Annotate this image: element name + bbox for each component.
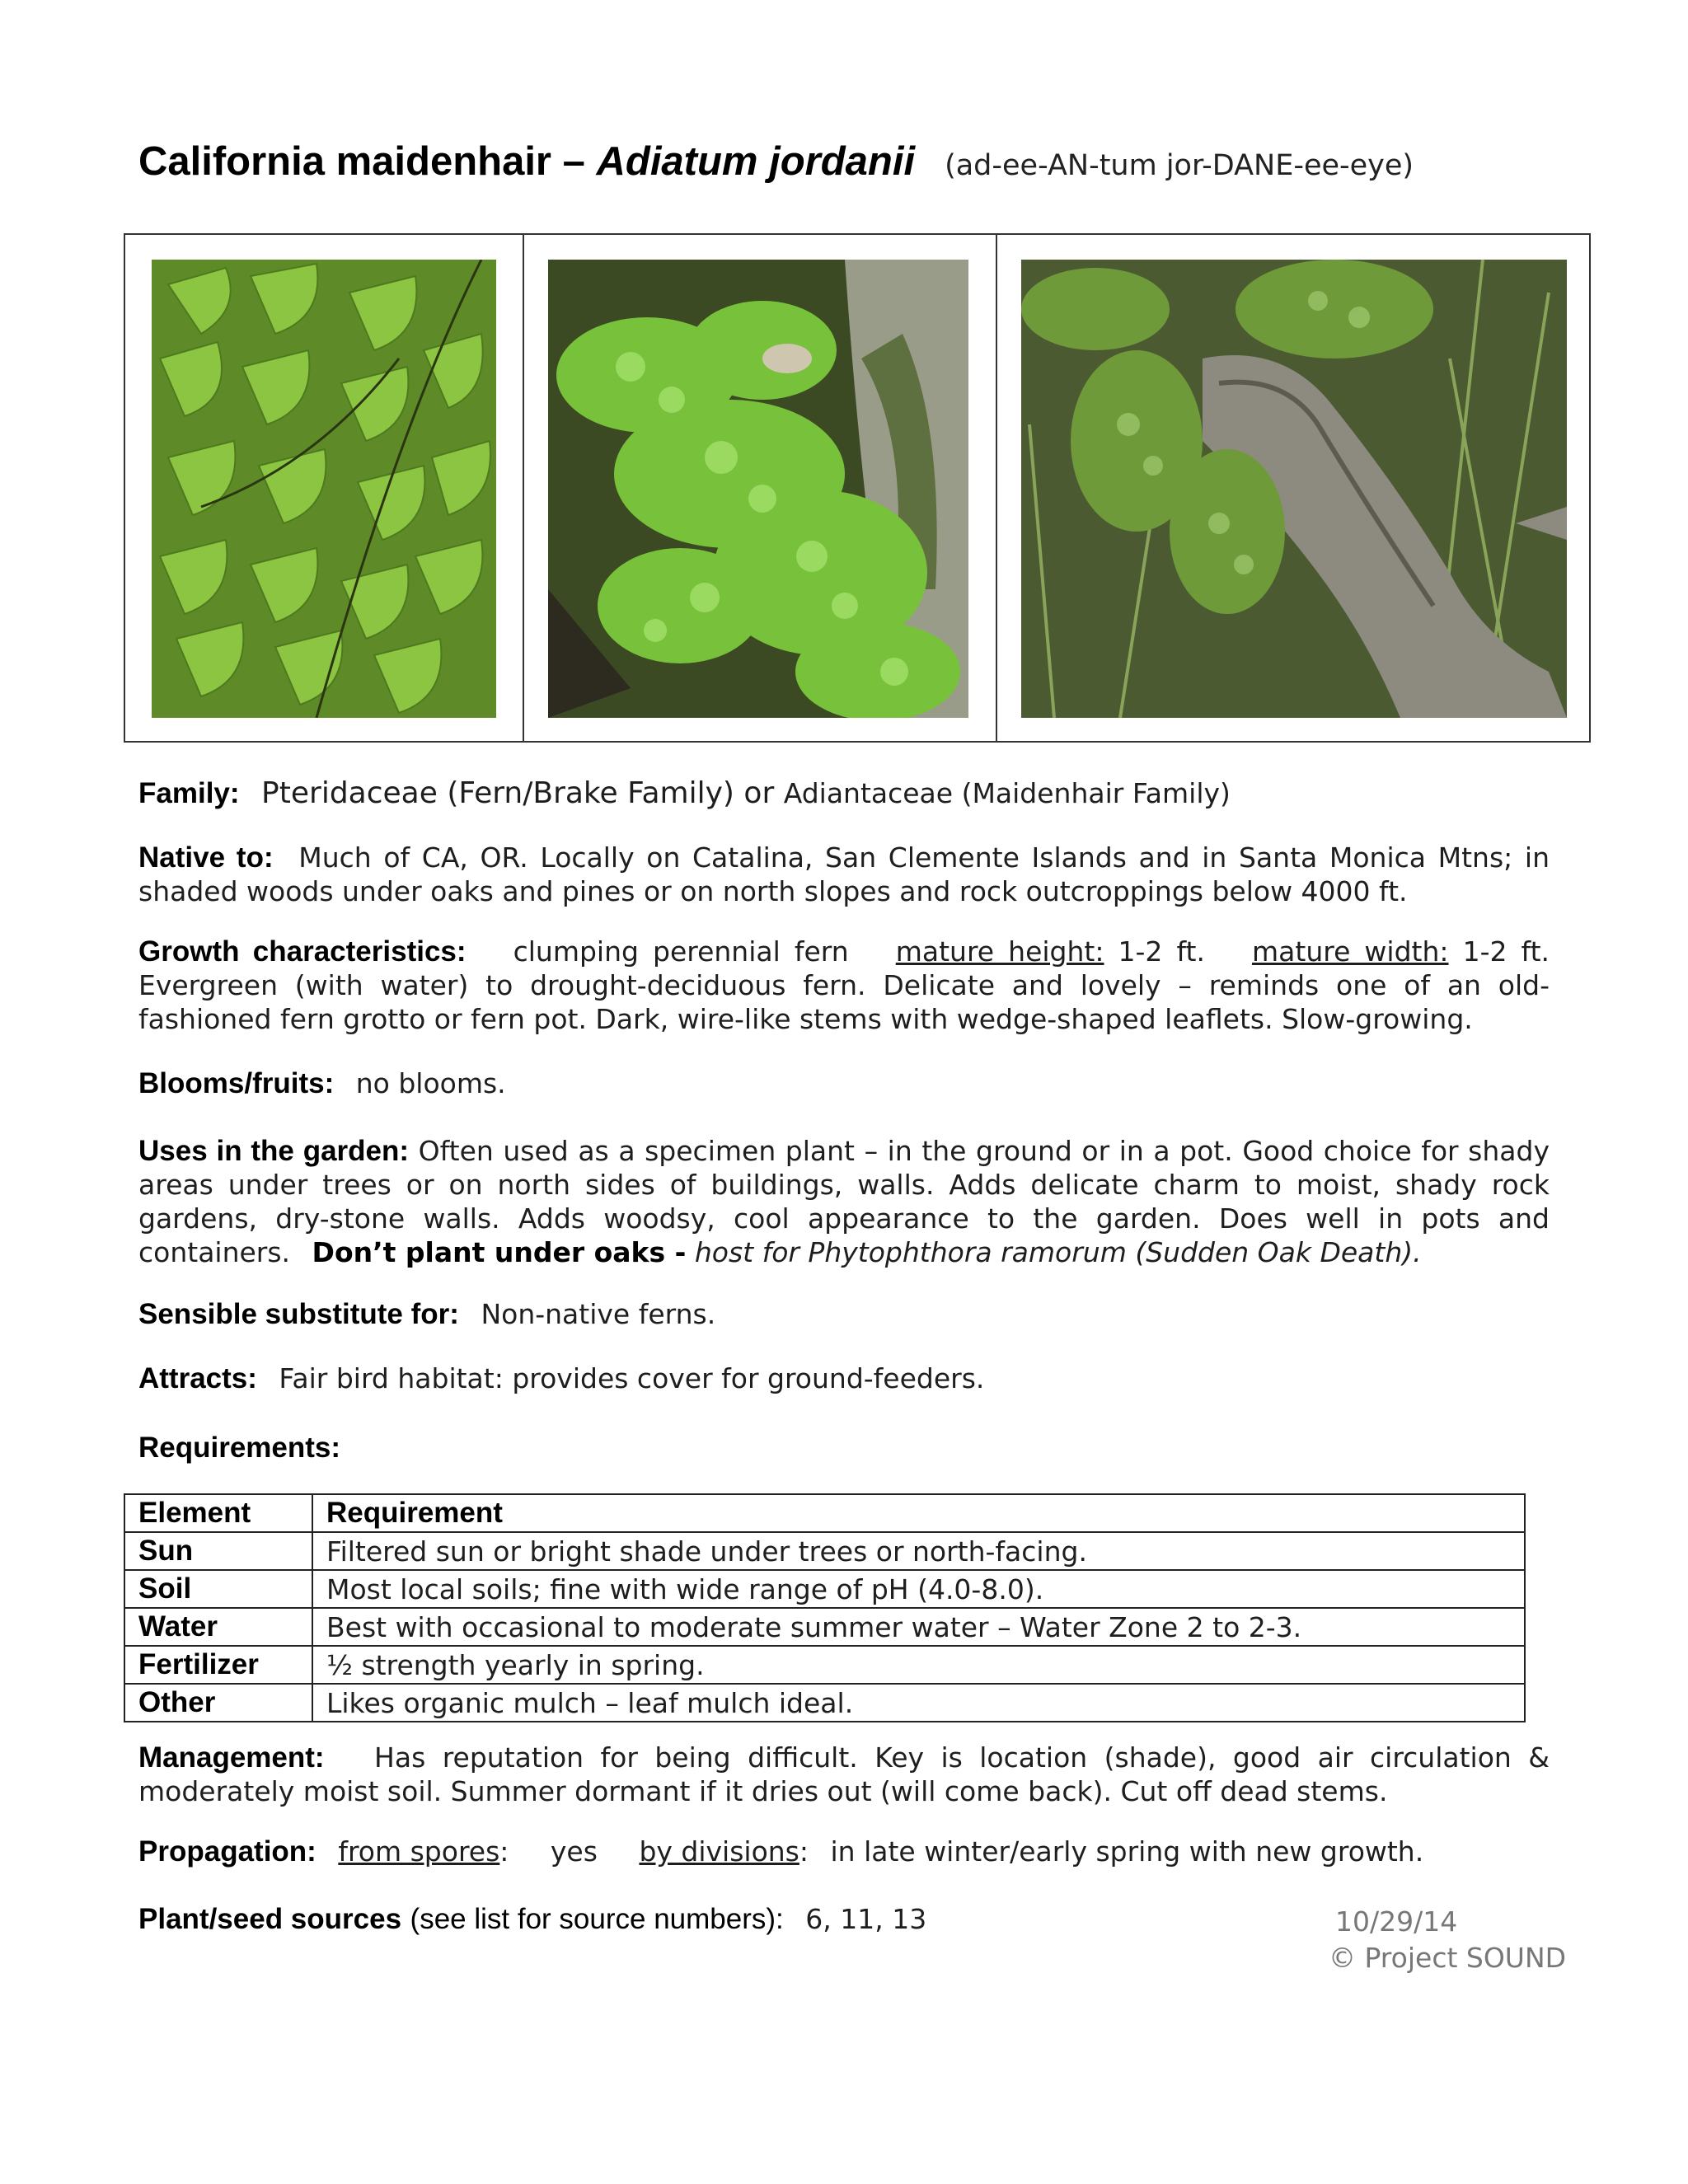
family-or: or bbox=[734, 776, 784, 810]
family-section bbox=[138, 776, 1550, 810]
table-header-row bbox=[124, 1494, 1525, 1532]
management-text: Has reputation for being difficult. Key is location (shade), good air circulation & moderately moist soil. Summer dormant if it dries out (will come back). Cut off dead stems. bbox=[138, 1741, 1550, 1807]
scientific-name: Adiatum jordanii bbox=[596, 139, 916, 184]
attracts-section bbox=[138, 1361, 1550, 1395]
uses-text: Often used as a specimen plant – in the ground or in a pot. Good choice for shady areas under trees or on north sides of buildings, walls. Adds delicate charm to moist, shady rock gardens, dry-stone walls. Adds woodsy, cool appearance to the garden. Does well in pots and containers. bbox=[138, 1135, 1550, 1268]
table-row bbox=[124, 1684, 1525, 1722]
divisions-label: by divisions bbox=[639, 1835, 799, 1868]
requirement-cell: ½ strength yearly in spring. bbox=[312, 1646, 1525, 1684]
family-label: Family: bbox=[138, 777, 240, 809]
native-text: Much of CA, OR. Locally on Catalina, San Clemente Islands and in Santa Monica Mtns; in shaded woods under oaks and pines or on north slopes and rock outcroppings below 4000 ft. bbox=[138, 841, 1550, 907]
height-label: mature height: bbox=[895, 935, 1104, 968]
photo-strip bbox=[124, 233, 1591, 743]
common-name: California maidenhair – bbox=[138, 139, 597, 184]
family-value: Pteridaceae (Fern/Brake Family) bbox=[261, 776, 734, 810]
blooms-label: Blooms/fruits: bbox=[138, 1067, 335, 1099]
propagation-label: Propagation: bbox=[138, 1835, 316, 1868]
growth-text: Evergreen (with water) to drought-deciduous fern. Delicate and lovely – reminds one of an old-fashioned fern grotto or fern pot. Dark, wire-like stems with wedge-shaped leaflets. Slow-growing. bbox=[138, 969, 1550, 1035]
table-row bbox=[124, 1608, 1525, 1646]
growth-label: Growth characteristics: bbox=[138, 935, 467, 968]
width-label: mature width: bbox=[1252, 935, 1449, 968]
native-label: Native to: bbox=[138, 841, 274, 874]
attracts-text: Fair bird habitat: provides cover for ground-feeders. bbox=[279, 1362, 985, 1394]
oak-warning: Don’t plant under oaks - bbox=[312, 1236, 687, 1268]
substitute-section bbox=[138, 1297, 1550, 1331]
family-alt-value: Adiantaceae (Maidenhair Family) bbox=[783, 777, 1231, 809]
requirement-cell: Filtered sun or bright shade under trees or north-facing. bbox=[312, 1532, 1525, 1570]
sources-value: 6, 11, 13 bbox=[805, 1903, 927, 1935]
uses-label: Uses in the garden: bbox=[138, 1135, 410, 1167]
width-value: 1-2 ft. bbox=[1462, 935, 1550, 968]
requirements-label: Requirements: bbox=[138, 1432, 341, 1464]
propagation-section: Propagation: from spores: yes by divisions: in late winter/early spring with new growth. bbox=[138, 1835, 1424, 1868]
sources-note: (see list for source numbers): bbox=[410, 1903, 784, 1935]
spores-label: from spores bbox=[338, 1835, 500, 1868]
column-header-requirement: Requirement bbox=[312, 1494, 1525, 1532]
element-cell: Water bbox=[124, 1608, 312, 1646]
height-value: 1-2 ft. bbox=[1118, 935, 1205, 968]
requirements-table bbox=[124, 1493, 1526, 1722]
requirement-cell: Most local soils; fine with wide range of pH (4.0-8.0). bbox=[312, 1570, 1525, 1608]
element-cell: Fertilizer bbox=[124, 1646, 312, 1684]
column-header-element: Element bbox=[124, 1494, 312, 1532]
requirements-section bbox=[138, 1431, 1550, 1465]
fern-on-rock-photo bbox=[548, 260, 968, 718]
divisions-value: in late winter/early spring with new growth. bbox=[830, 1835, 1424, 1868]
attracts-label: Attracts: bbox=[138, 1362, 257, 1394]
management-label: Management: bbox=[138, 1741, 325, 1774]
native-section bbox=[138, 841, 1550, 908]
element-cell: Sun bbox=[124, 1532, 312, 1570]
element-cell: Other bbox=[124, 1684, 312, 1722]
blooms-text: no blooms. bbox=[355, 1067, 506, 1099]
management-section bbox=[138, 1741, 1550, 1808]
uses-section bbox=[138, 1134, 1550, 1269]
revision-date: 10/29/14 bbox=[1335, 1905, 1458, 1938]
oak-warning-detail: host for Phytophthora ramorum (Sudden Oak Death). bbox=[694, 1236, 1422, 1268]
footer bbox=[1329, 1904, 1567, 1976]
sources-section bbox=[138, 1902, 1292, 1936]
copyright: © Project SOUND bbox=[1329, 1942, 1567, 1974]
photo-divider bbox=[996, 235, 997, 741]
leaflet-closeup-photo bbox=[152, 260, 496, 718]
substitute-text: Non-native ferns. bbox=[481, 1298, 716, 1330]
pronunciation: (ad-ee-AN-tum jor-DANE-ee-eye) bbox=[945, 149, 1414, 182]
substitute-label: Sensible substitute for: bbox=[138, 1298, 459, 1330]
table-row bbox=[124, 1646, 1525, 1684]
element-cell: Soil bbox=[124, 1570, 312, 1608]
blooms-section bbox=[138, 1066, 1550, 1100]
growth-habit: clumping perennial fern bbox=[513, 935, 849, 968]
table-row bbox=[124, 1532, 1525, 1570]
photo-divider bbox=[523, 235, 524, 741]
sources-label: Plant/seed sources bbox=[138, 1903, 402, 1935]
spores-value: yes bbox=[550, 1835, 598, 1868]
page-title bbox=[138, 138, 1414, 185]
table-row bbox=[124, 1570, 1525, 1608]
requirement-cell: Best with occasional to moderate summer water – Water Zone 2 to 2-3. bbox=[312, 1608, 1525, 1646]
growth-section bbox=[138, 935, 1550, 1036]
requirement-cell: Likes organic mulch – leaf mulch ideal. bbox=[312, 1684, 1525, 1722]
fern-by-wood-photo bbox=[1021, 260, 1567, 718]
